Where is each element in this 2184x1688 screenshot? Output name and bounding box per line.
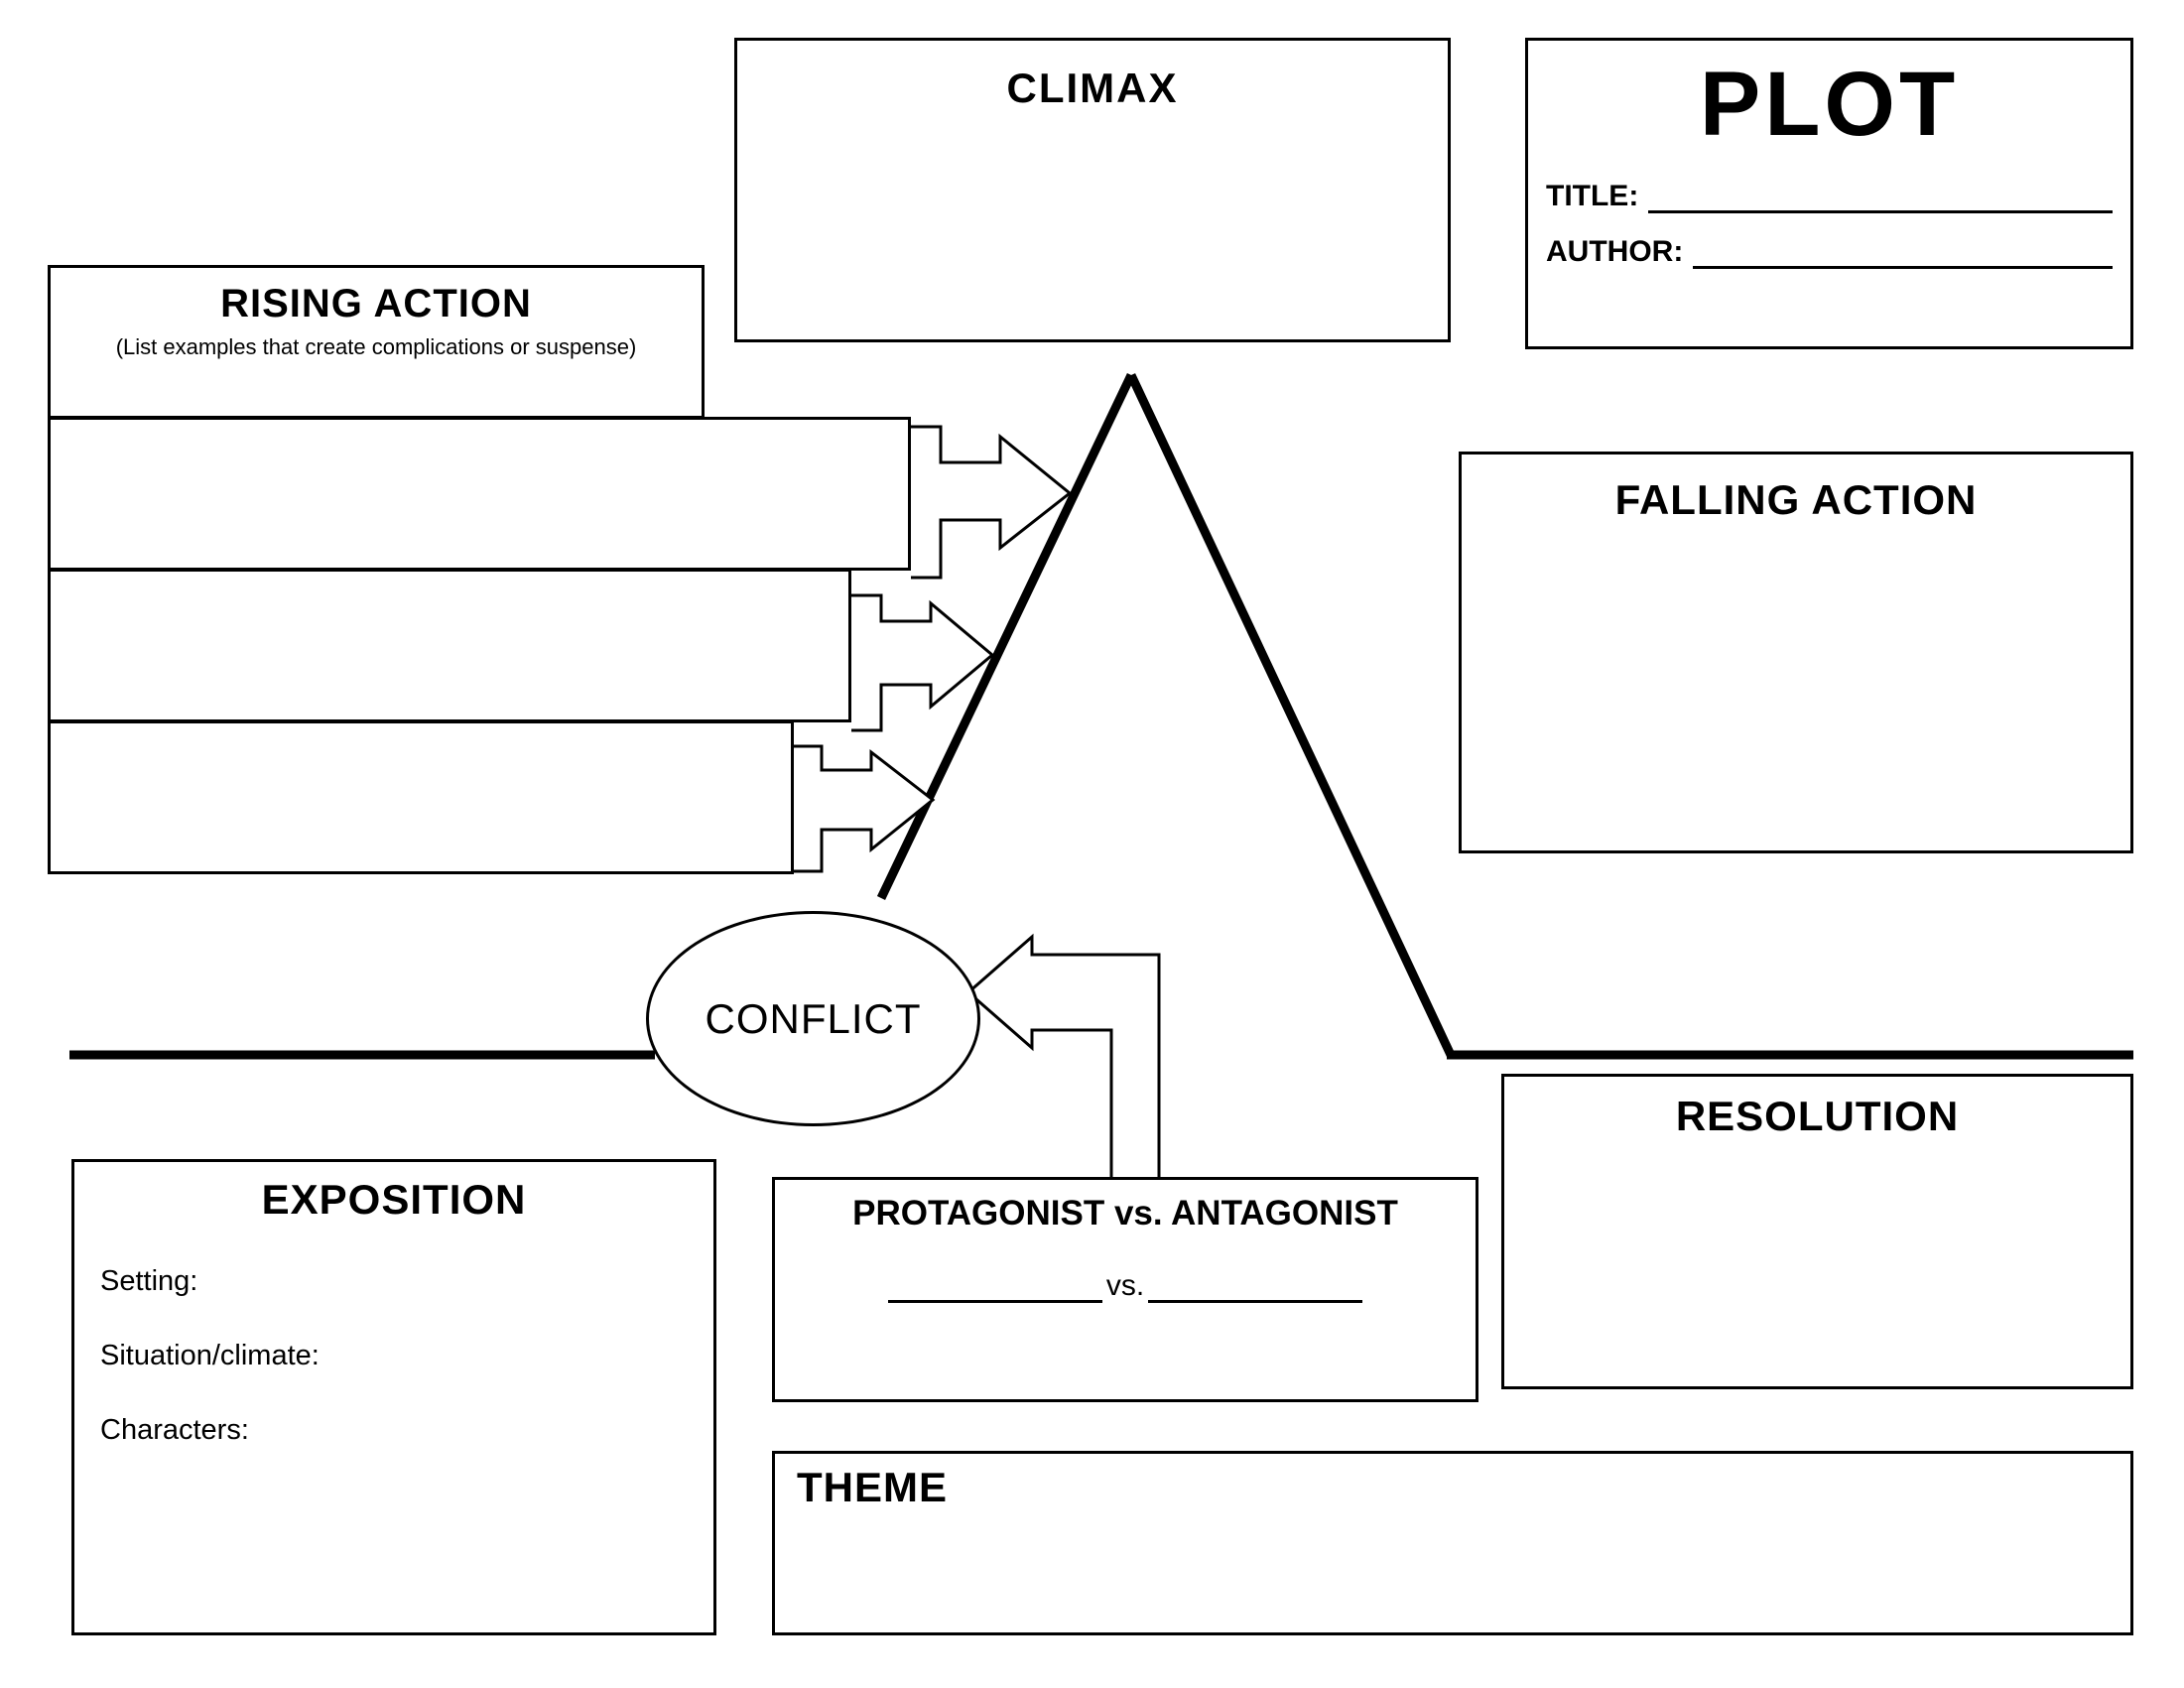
- plot-header-box: [1525, 38, 2133, 349]
- climax-box[interactable]: [734, 38, 1451, 342]
- versus-label: vs.: [1105, 1269, 1145, 1302]
- author-input-rule[interactable]: [1693, 243, 2113, 269]
- rising-action-subtitle: (List examples that create complications or suspense): [115, 334, 637, 359]
- protagonist-input-rule[interactable]: [888, 1275, 1102, 1303]
- exposition-box[interactable]: [71, 1159, 716, 1635]
- title-label: TITLE:: [1546, 179, 1639, 212]
- exposition-field-situation: Situation/climate:: [100, 1340, 320, 1371]
- rising-action-header-box: [48, 265, 705, 419]
- title-input-rule[interactable]: [1648, 188, 2113, 213]
- resolution-box[interactable]: [1501, 1074, 2133, 1389]
- rising-action-label: RISING ACTION: [220, 282, 532, 325]
- author-field-row[interactable]: [1546, 235, 2113, 269]
- falling-action-box[interactable]: [1459, 452, 2133, 853]
- exposition-field-setting: Setting:: [100, 1265, 198, 1297]
- conflict-oval[interactable]: [646, 911, 980, 1126]
- versus-field-row[interactable]: [775, 1269, 1476, 1303]
- title-field-row[interactable]: [1546, 180, 2113, 213]
- antagonist-input-rule[interactable]: [1148, 1275, 1362, 1303]
- exposition-label: EXPOSITION: [261, 1176, 527, 1223]
- resolution-label: RESOLUTION: [1675, 1093, 1960, 1139]
- conflict-label: CONFLICT: [705, 994, 922, 1042]
- rising-action-row[interactable]: [48, 720, 794, 874]
- climax-label: CLIMAX: [1006, 65, 1179, 111]
- page-title: PLOT: [1699, 54, 1960, 155]
- rising-action-row[interactable]: [48, 417, 911, 571]
- protagonist-antagonist-box[interactable]: [772, 1177, 1478, 1402]
- rising-action-row[interactable]: [48, 569, 851, 722]
- theme-box[interactable]: [772, 1451, 2133, 1635]
- falling-action-label: FALLING ACTION: [1614, 476, 1978, 523]
- author-label: AUTHOR:: [1546, 234, 1684, 268]
- exposition-field-characters: Characters:: [100, 1414, 249, 1446]
- theme-label: THEME: [797, 1464, 948, 1510]
- protagonist-antagonist-label: PROTAGONIST vs. ANTAGONIST: [852, 1194, 1398, 1233]
